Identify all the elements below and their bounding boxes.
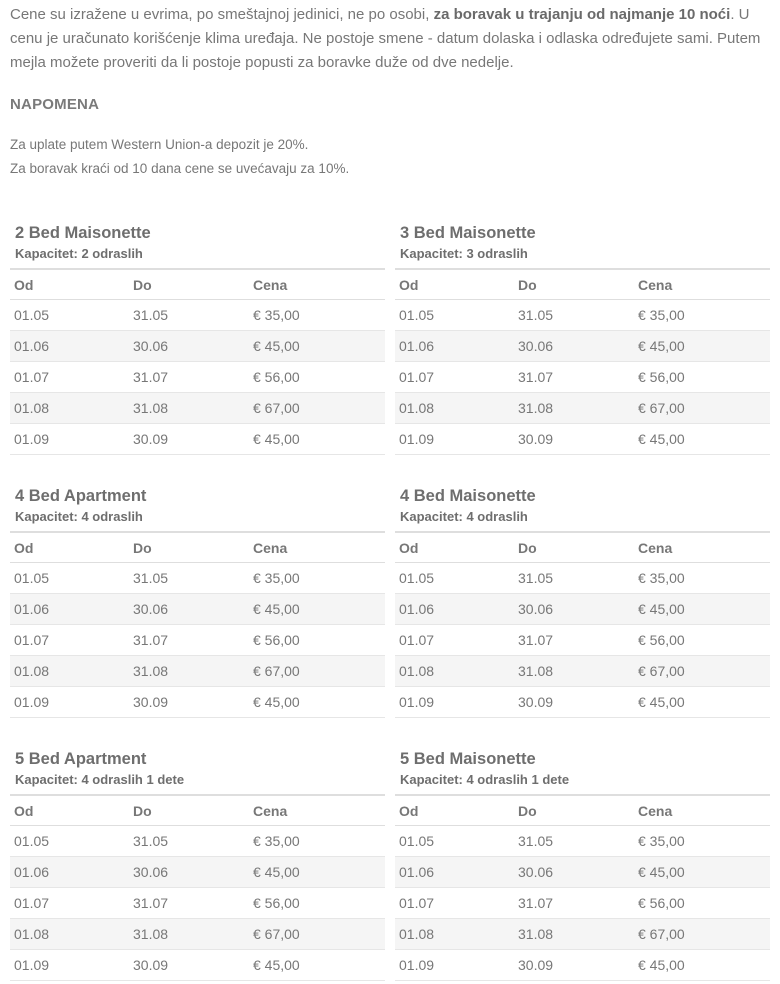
cell-cena: € 45,00 [249, 857, 385, 888]
unit-card-4-bed-apartment [10, 485, 385, 718]
cell-od: 01.08 [10, 919, 129, 950]
cell-cena: € 67,00 [249, 393, 385, 424]
cell-cena: € 45,00 [249, 331, 385, 362]
cell-do: 31.08 [129, 393, 249, 424]
cell-cena: € 45,00 [249, 687, 385, 718]
cell-od: 01.07 [395, 362, 514, 393]
column-header-od: Od [10, 532, 129, 563]
note-heading: NAPOMENA [10, 96, 100, 113]
cell-do: 30.09 [514, 950, 634, 981]
column-header-cena: Cena [249, 795, 385, 826]
cell-od: 01.05 [395, 826, 514, 857]
column-header-do: Do [514, 795, 634, 826]
price-table [395, 531, 770, 718]
cell-cena: € 56,00 [249, 888, 385, 919]
cell-od: 01.07 [395, 625, 514, 656]
column-header-od: Od [10, 795, 129, 826]
cell-cena: € 56,00 [249, 362, 385, 393]
pricing-intro-text [10, 3, 770, 75]
cell-od: 01.09 [395, 687, 514, 718]
cell-od: 01.09 [395, 424, 514, 455]
cell-do: 30.09 [129, 950, 249, 981]
cell-cena: € 67,00 [634, 656, 770, 687]
column-header-cena: Cena [634, 795, 770, 826]
cell-od: 01.05 [395, 300, 514, 331]
price-table [10, 531, 385, 718]
column-header-cena: Cena [634, 532, 770, 563]
cell-cena: € 35,00 [249, 826, 385, 857]
table-row [10, 826, 385, 857]
unit-title: 3 Bed Maisonette [400, 224, 536, 242]
cell-do: 30.09 [129, 424, 249, 455]
table-header-row [10, 532, 385, 563]
table-header-row [395, 269, 770, 300]
column-header-do: Do [129, 795, 249, 826]
table-row [395, 563, 770, 594]
column-header-cena: Cena [249, 269, 385, 300]
column-header-do: Do [514, 269, 634, 300]
cell-cena: € 45,00 [634, 857, 770, 888]
cell-od: 01.06 [10, 594, 129, 625]
cell-do: 31.07 [514, 625, 634, 656]
unit-capacity: Kapacitet: 4 odraslih [400, 509, 528, 524]
cell-do: 30.06 [514, 857, 634, 888]
cell-cena: € 45,00 [249, 950, 385, 981]
table-row [395, 594, 770, 625]
intro-text-bold: za boravak u trajanju od najmanje 10 noći [433, 6, 731, 23]
column-header-do: Do [129, 532, 249, 563]
table-row [395, 331, 770, 362]
intro-text-after: . U cenu je uračunato korišćenje klima uređaja. Ne postoje smene - datum dolaska i odlaska određujete sami. Putem mejla možete proveriti da li postoje popusti za boravke duže od dve nedelje. [10, 6, 761, 71]
cell-do: 31.07 [514, 888, 634, 919]
table-row [10, 300, 385, 331]
cell-od: 01.08 [10, 393, 129, 424]
cell-cena: € 45,00 [634, 687, 770, 718]
unit-capacity: Kapacitet: 2 odraslih [15, 246, 143, 261]
note-line-short-stay: Za boravak kraći od 10 dana cene se uvećavaju za 10%. [10, 161, 350, 176]
cell-od: 01.07 [10, 625, 129, 656]
cell-cena: € 56,00 [634, 888, 770, 919]
table-row [10, 563, 385, 594]
cell-od: 01.08 [10, 656, 129, 687]
cell-od: 01.08 [395, 656, 514, 687]
pricing-grid [10, 222, 770, 981]
cell-od: 01.06 [10, 331, 129, 362]
cell-cena: € 67,00 [634, 393, 770, 424]
cell-od: 01.05 [395, 563, 514, 594]
cell-do: 31.08 [514, 919, 634, 950]
cell-do: 31.08 [129, 656, 249, 687]
table-row [10, 331, 385, 362]
table-header-row [10, 795, 385, 826]
table-row [395, 393, 770, 424]
cell-cena: € 35,00 [634, 563, 770, 594]
table-row [10, 656, 385, 687]
cell-do: 31.07 [514, 362, 634, 393]
unit-card-4-bed-maisonette [395, 485, 770, 718]
table-row [10, 687, 385, 718]
cell-cena: € 35,00 [249, 563, 385, 594]
cell-cena: € 45,00 [634, 424, 770, 455]
cell-od: 01.06 [10, 857, 129, 888]
cell-do: 31.05 [129, 300, 249, 331]
unit-card-5-bed-maisonette [395, 748, 770, 981]
column-header-od: Od [395, 532, 514, 563]
table-header-row [10, 269, 385, 300]
unit-card-3-bed-maisonette [395, 222, 770, 455]
cell-do: 31.07 [129, 888, 249, 919]
cell-cena: € 67,00 [634, 919, 770, 950]
unit-title: 5 Bed Maisonette [400, 750, 536, 768]
cell-do: 31.05 [129, 826, 249, 857]
table-header-row [395, 795, 770, 826]
cell-od: 01.09 [10, 687, 129, 718]
column-header-od: Od [10, 269, 129, 300]
unit-card-5-bed-apartment [10, 748, 385, 981]
cell-od: 01.06 [395, 594, 514, 625]
cell-od: 01.05 [10, 826, 129, 857]
cell-od: 01.06 [395, 331, 514, 362]
table-row [10, 424, 385, 455]
cell-cena: € 45,00 [634, 950, 770, 981]
table-row [395, 919, 770, 950]
price-table [395, 268, 770, 455]
column-header-od: Od [395, 269, 514, 300]
cell-od: 01.05 [10, 300, 129, 331]
cell-cena: € 35,00 [249, 300, 385, 331]
cell-od: 01.07 [10, 362, 129, 393]
cell-cena: € 56,00 [634, 362, 770, 393]
cell-od: 01.05 [10, 563, 129, 594]
cell-do: 30.06 [514, 331, 634, 362]
table-row [395, 362, 770, 393]
note-line-deposit: Za uplate putem Western Union-a depozit je 20%. [10, 137, 309, 152]
cell-od: 01.09 [395, 950, 514, 981]
cell-od: 01.07 [10, 888, 129, 919]
table-row [10, 919, 385, 950]
table-row [10, 950, 385, 981]
cell-cena: € 45,00 [634, 331, 770, 362]
unit-capacity: Kapacitet: 4 odraslih 1 dete [400, 772, 570, 787]
cell-cena: € 35,00 [634, 300, 770, 331]
cell-do: 31.07 [129, 625, 249, 656]
cell-cena: € 67,00 [249, 919, 385, 950]
table-row [10, 625, 385, 656]
unit-capacity: Kapacitet: 4 odraslih 1 dete [15, 772, 185, 787]
unit-title: 5 Bed Apartment [15, 750, 147, 768]
unit-title: 4 Bed Maisonette [400, 487, 536, 505]
table-row [10, 362, 385, 393]
table-row [395, 656, 770, 687]
unit-title: 2 Bed Maisonette [15, 224, 151, 242]
cell-do: 30.09 [514, 687, 634, 718]
cell-od: 01.09 [10, 424, 129, 455]
intro-text-before: Cene su izražene u evrima, po smeštajnoj jedinici, ne po osobi, [10, 6, 434, 23]
cell-do: 30.06 [129, 331, 249, 362]
table-row [395, 687, 770, 718]
price-table [10, 268, 385, 455]
cell-do: 31.05 [514, 300, 634, 331]
cell-do: 31.05 [514, 563, 634, 594]
cell-do: 30.06 [129, 594, 249, 625]
cell-do: 31.05 [129, 563, 249, 594]
column-header-do: Do [514, 532, 634, 563]
column-header-cena: Cena [634, 269, 770, 300]
table-header-row [395, 532, 770, 563]
cell-do: 31.05 [514, 826, 634, 857]
table-row [10, 857, 385, 888]
cell-od: 01.08 [395, 919, 514, 950]
cell-cena: € 35,00 [634, 826, 770, 857]
cell-cena: € 56,00 [634, 625, 770, 656]
cell-do: 31.08 [129, 919, 249, 950]
column-header-do: Do [129, 269, 249, 300]
unit-capacity: Kapacitet: 3 odraslih [400, 246, 528, 261]
cell-od: 01.09 [10, 950, 129, 981]
cell-do: 31.08 [514, 393, 634, 424]
table-row [395, 424, 770, 455]
cell-cena: € 45,00 [634, 594, 770, 625]
cell-do: 30.06 [129, 857, 249, 888]
table-row [395, 826, 770, 857]
cell-do: 31.08 [514, 656, 634, 687]
unit-title: 4 Bed Apartment [15, 487, 147, 505]
cell-od: 01.07 [395, 888, 514, 919]
price-table [10, 794, 385, 981]
cell-do: 30.09 [129, 687, 249, 718]
unit-card-2-bed-maisonette [10, 222, 385, 455]
cell-do: 30.09 [514, 424, 634, 455]
table-row [10, 594, 385, 625]
table-row [10, 888, 385, 919]
cell-od: 01.08 [395, 393, 514, 424]
table-row [395, 857, 770, 888]
unit-capacity: Kapacitet: 4 odraslih [15, 509, 143, 524]
cell-cena: € 45,00 [249, 424, 385, 455]
table-row [395, 625, 770, 656]
table-row [395, 950, 770, 981]
cell-od: 01.06 [395, 857, 514, 888]
column-header-cena: Cena [249, 532, 385, 563]
table-row [10, 393, 385, 424]
cell-cena: € 67,00 [249, 656, 385, 687]
cell-do: 31.07 [129, 362, 249, 393]
table-row [395, 888, 770, 919]
table-row [395, 300, 770, 331]
column-header-od: Od [395, 795, 514, 826]
cell-cena: € 45,00 [249, 594, 385, 625]
price-table [395, 794, 770, 981]
cell-do: 30.06 [514, 594, 634, 625]
cell-cena: € 56,00 [249, 625, 385, 656]
